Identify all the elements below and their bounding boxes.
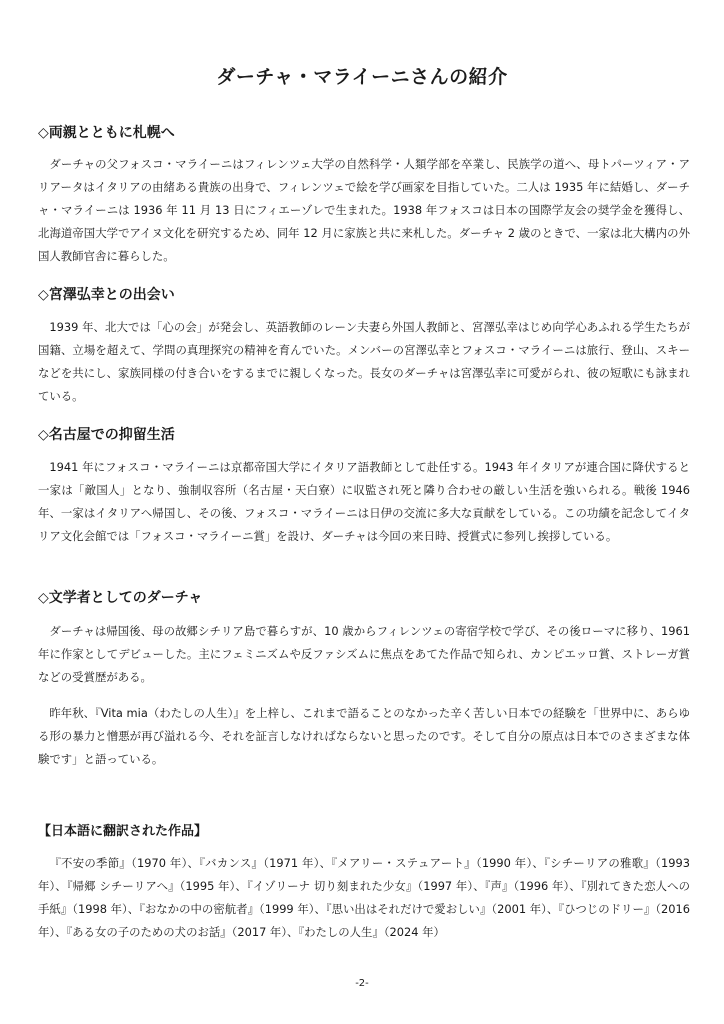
page-number: -2- [355,978,369,989]
section-paragraph-nagoya: 1941 年にフォスコ・マライーニは京都帝国大学にイタリア語教師として赴任する。1943 年イタリアが連合国に降伏すると一家は「敵国人」となり、強制収容所（名古屋・天白寮）に収監され死と隣り合わせの厳しい生活を強いられる。戦後 1946 年、一家はイタリアへ帰国し、その後、フォスコ・マライーニは日伊の交流に多大な貢献をしている。この功績を記念してイタリア文化会館では「フォスコ・マライーニ賞」を設け、ダーチャは今回の来日時、授賞式に参列し挨拶している。 [38,460,690,543]
section-paragraph-miyazawa: 1939 年、北大では「心の会」が発会し、英語教師のレーン夫妻ら外国人教師と、宮澤弘幸はじめ向学心あふれる学生たちが国籍、立場を超えて、学問の真理探究の精神を育んでいた。メンバーの宮澤弘幸とフォスコ・マライーニは旅行、登山、スキーなどを共にし、家族同様の付き合いをするまでに親しくなった。長女のダーチャは宮澤弘幸に可愛がられ、彼の短歌にも詠まれている。 [38,320,690,403]
section-heading-sapporo: ◇両親とともに札幌へ [38,125,175,141]
works-heading: 【日本語に翻訳された作品】 [38,824,208,839]
section-heading-nagoya: ◇名古屋での抑留生活 [38,427,175,443]
works-list: 『不安の季節』（1970 年）、『バカンス』（1971 年）、『メアリー・ステュアート』（1990 年）、『シチーリアの雅歌』（1993 年）、『帰郷 シチーリアへ』（1995 年）、『イゾリーナ 切り刻まれた少女』（1997 年）、『声』（1996 年）、『別れてきた恋人への手紙』（1998 年）、『おなかの中の密航者』（1999 年）、『思い出はそれだけで愛おしい』（2001 年）、『ひつじのドリー』（2016 年）、『ある女の子のための犬のお話』（2017 年）、『わたしの人生』（2024 年） [38,856,690,939]
section-heading-literature: ◇文学者としてのダーチャ [38,590,203,606]
section-heading-miyazawa: ◇宮澤弘幸との出会い [38,287,175,303]
section-paragraph-literature-1: ダーチャは帰国後、母の故郷シチリア島で暮らすが、10 歳からフィレンツェの寄宿学校で学び、その後ローマに移り、1961 年に作家としてデビューした。主にフェミニズムや反ファシズムに焦点をあてた作品で知られ、カンピエッロ賞、ストレーガ賞などの受賞歴がある。 [38,624,690,684]
section-paragraph-literature-2: 昨年秋、『Vita mia（わたしの人生）』を上梓し、これまで語ることのなかった辛く苦しい日本での経験を「世界中に、あらゆる形の暴力と憎悪が再び溢れる今、それを証言しなければならないと思ったのです。そして自分の原点は日本でのさまざまな体験です」と語っている。 [38,706,690,766]
section-paragraph-sapporo: ダーチャの父フォスコ・マライーニはフィレンツェ大学の自然科学・人類学部を卒業し、民族学の道へ、母トパーツィア・アリアータはイタリアの由緒ある貴族の出身で、フィレンツェで絵を学び画家を目指していた。二人は 1935 年に結婚し、ダーチャ・マライーニは 1936 年 11 月 13 日にフィエーゾレで生まれた。1938 年フォスコは日本の国際学友会の奨学金を獲得し、北海道帝国大学でアイヌ文化を研究するため、同年 12 月に家族と共に来札した。ダーチャ 2 歳のときで、一家は北大構内の外国人教師官舎に暮らした。 [38,157,690,263]
page-title: ダーチャ・マライーニさんの紹介 [216,66,508,88]
